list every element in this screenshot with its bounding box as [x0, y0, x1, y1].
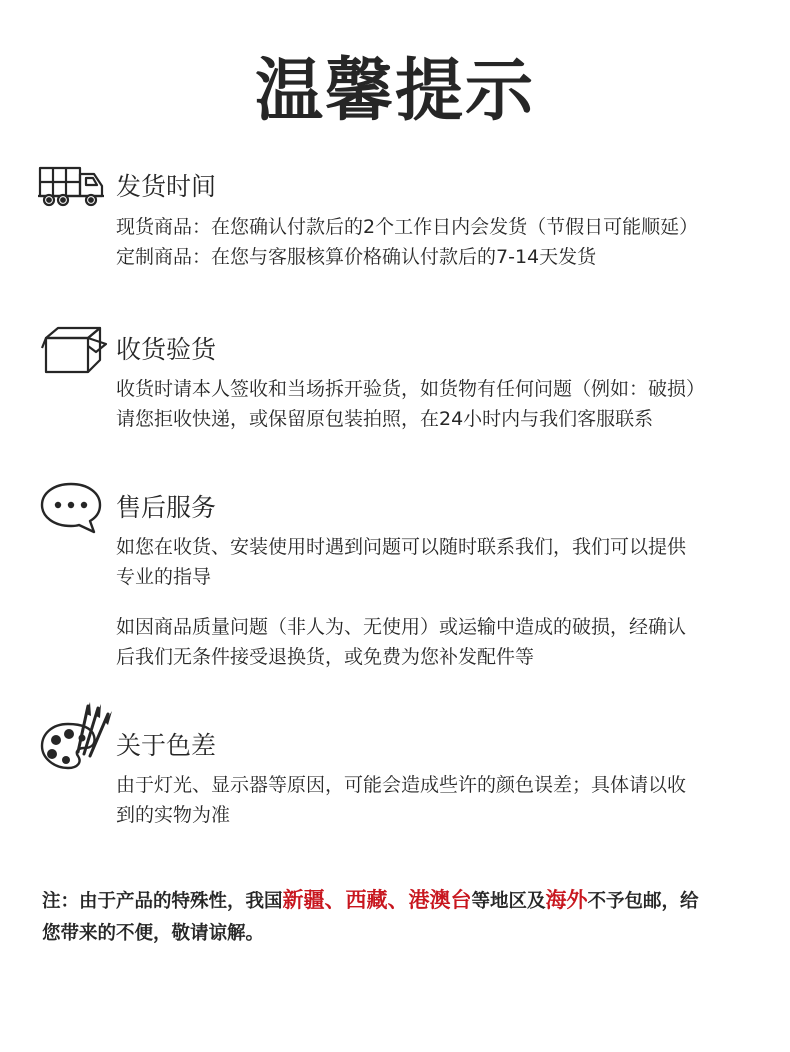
region-separator: 、 — [387, 888, 409, 912]
text-line: 现货商品：在您确认付款后的2个工作日内会发货（节假日可能顺延） — [116, 216, 699, 238]
note-line-2: 您带来的不便，敬请谅解。 — [42, 923, 265, 944]
text-line: 由于灯光、显示器等原因，可能会造成些许的颜色误差；具体请以收 — [116, 774, 687, 796]
note-mid: 等地区及 — [471, 891, 546, 912]
paint-palette-icon — [38, 700, 114, 772]
delivery-truck-icon — [36, 162, 106, 208]
region-xinjiang: 新疆 — [282, 888, 325, 912]
text-line: 后我们无条件接受退换货，或免费为您补发配件等 — [116, 646, 535, 668]
section-body — [116, 212, 776, 272]
paragraph — [116, 770, 776, 830]
text-line: 专业的指导 — [116, 566, 212, 588]
section-title: 关于色差 — [116, 731, 217, 760]
paragraph — [116, 612, 776, 672]
open-box-icon — [40, 322, 110, 376]
text-line: 请您拒收快递，或保留原包装拍照，在24小时内与我们客服联系 — [116, 408, 654, 430]
text-line: 到的实物为准 — [116, 804, 231, 826]
section-title: 发货时间 — [116, 172, 217, 201]
note-line-1 — [42, 884, 762, 918]
text-line: 如您在收货、安装使用时遇到问题可以随时联系我们，我们可以提供 — [116, 536, 687, 558]
region-overseas: 海外 — [545, 888, 588, 912]
text-line: 如因商品质量问题（非人为、无使用）或运输中造成的破损，经确认 — [116, 616, 687, 638]
chat-bubble-icon — [38, 480, 104, 536]
text-line: 收货时请本人签收和当场拆开验货，如货物有任何问题（例如：破损） — [116, 378, 706, 400]
paragraph — [116, 532, 776, 592]
paragraph — [116, 212, 776, 272]
section-body — [116, 770, 776, 830]
region-separator: 、 — [324, 888, 346, 912]
region-hk-macau-taiwan: 港澳台 — [408, 888, 472, 912]
paragraph — [116, 374, 776, 434]
region-tibet: 西藏 — [345, 888, 388, 912]
section-title: 收货验货 — [116, 335, 217, 364]
note-suffix: 不予包邮，给 — [587, 891, 699, 912]
section-body — [116, 374, 776, 434]
shipping-note — [42, 884, 762, 950]
section-title: 售后服务 — [116, 493, 217, 522]
section-body — [116, 532, 776, 672]
page-title: 温馨提示 — [254, 52, 535, 131]
note-prefix: 注：由于产品的特殊性，我国 — [42, 891, 283, 912]
text-line: 定制商品：在您与客服核算价格确认付款后的7-14天发货 — [116, 246, 597, 268]
